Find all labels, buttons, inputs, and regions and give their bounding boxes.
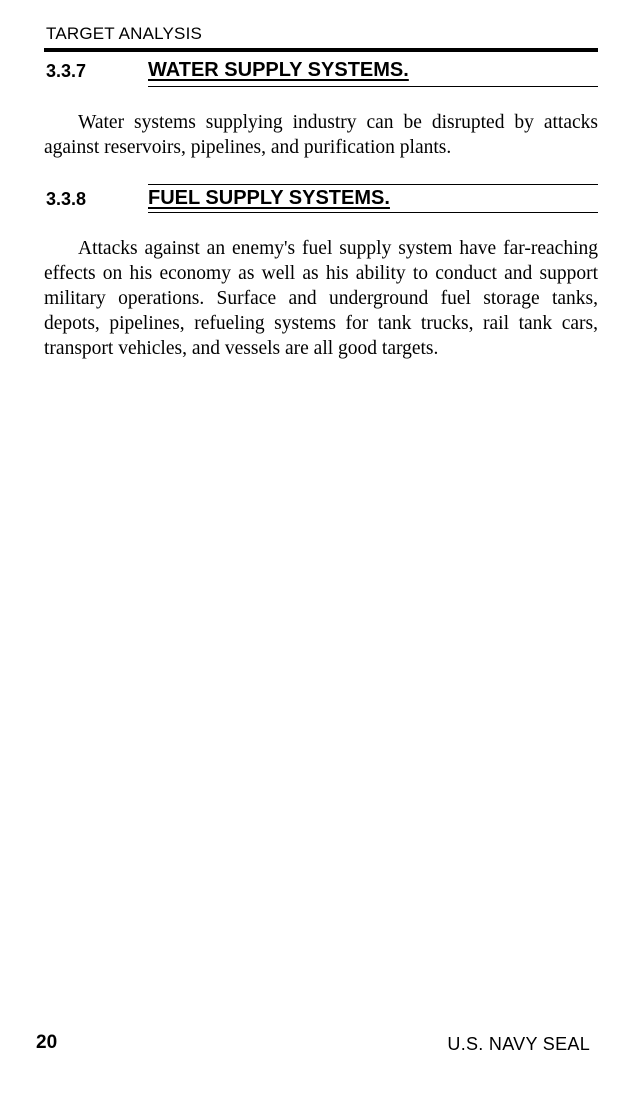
section-rule-water xyxy=(148,86,598,87)
section-number-fuel: 3.3.8 xyxy=(46,189,87,209)
section-title-water: WATER SUPPLY SYSTEMS. xyxy=(148,59,409,81)
section-rule-fuel xyxy=(148,212,598,213)
section-title-fuel: FUEL SUPPLY SYSTEMS. xyxy=(148,187,390,209)
header-rule xyxy=(44,48,598,52)
section-body-water: Water systems supplying industry can be disrupted by attacks against reservoirs, pipelines, and purification plants. xyxy=(44,112,598,158)
page-number: 20 xyxy=(36,1032,58,1053)
section-number-water: 3.3.7 xyxy=(46,61,87,81)
section-top-rule-fuel xyxy=(148,184,598,185)
section-body-fuel: Attacks against an enemy's fuel supply system have far-reaching effects on his economy as well as his ability to conduct and support military operations. Surface and underground fuel storage tanks, depots, pipelines, refueling systems for tank trucks, rail tank cars, transport vehicles, and vessels are all good targets. xyxy=(44,238,598,359)
running-header: TARGET ANALYSIS xyxy=(46,24,203,43)
footer-book-title: U.S. NAVY SEAL xyxy=(447,1034,590,1054)
